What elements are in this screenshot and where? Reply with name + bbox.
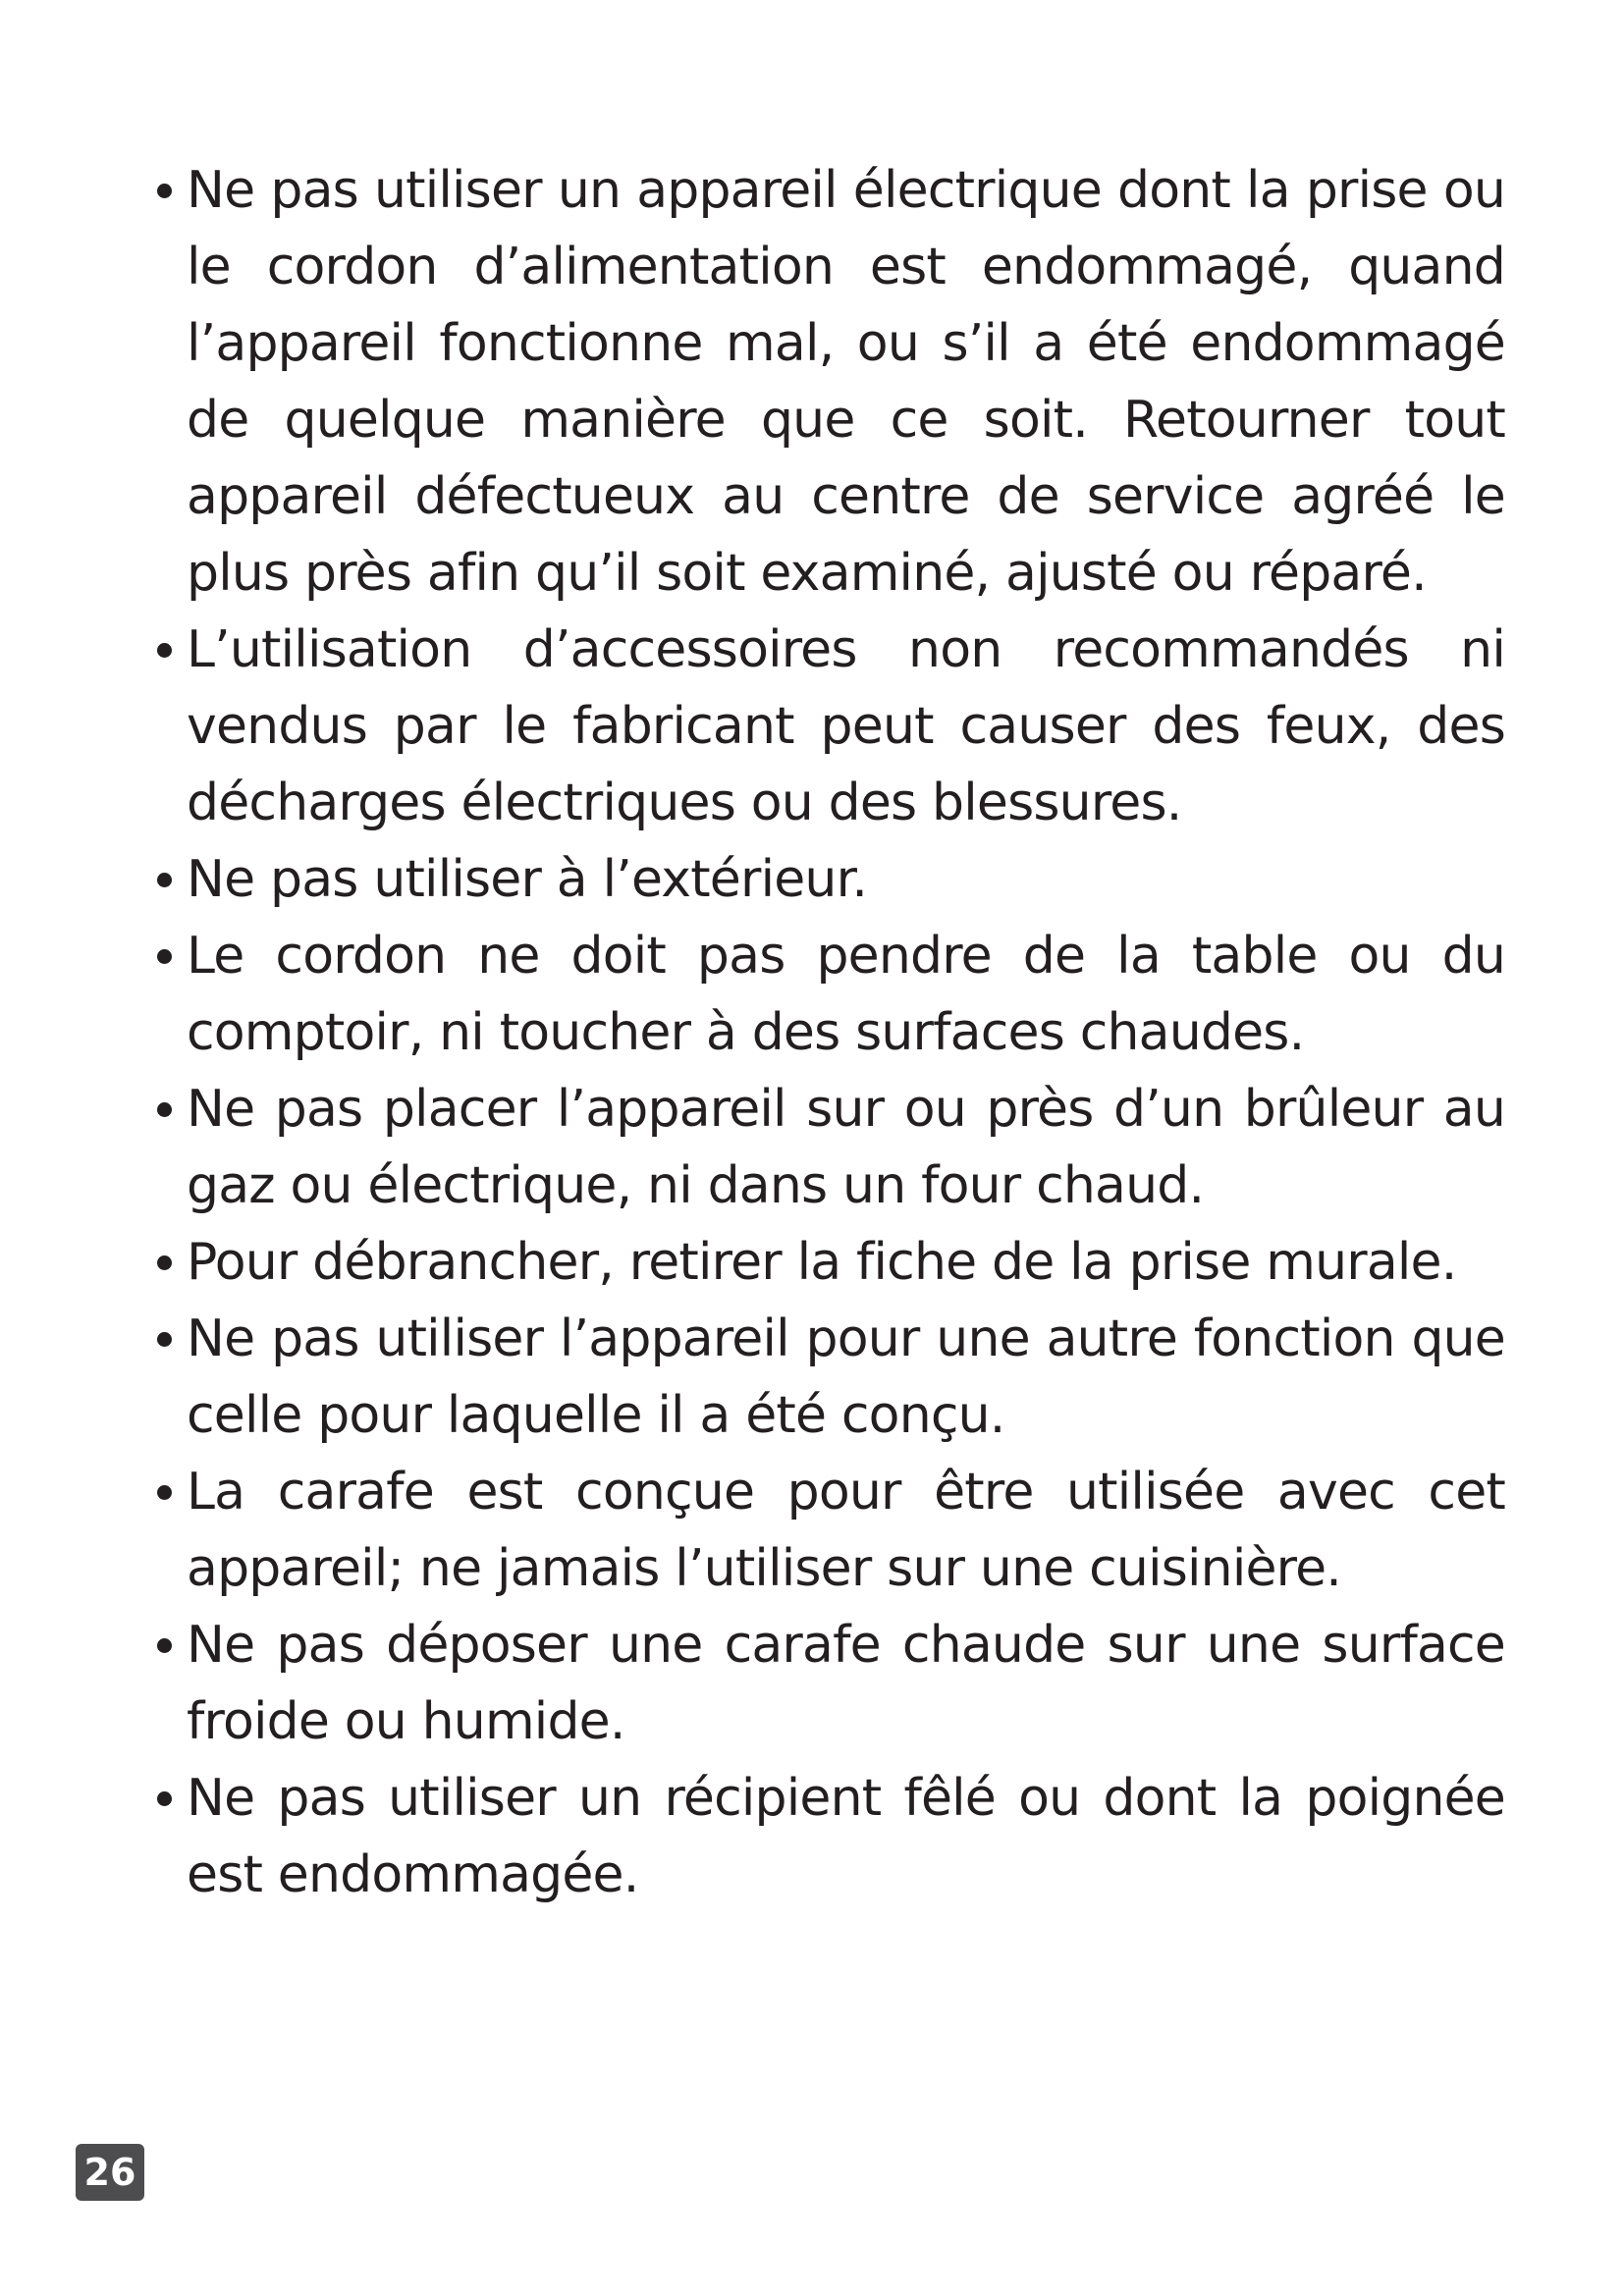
warning-item-cord [155, 918, 1505, 1071]
warning-item-hot-carafe [155, 1607, 1505, 1760]
warning-text: Ne pas utiliser un récipient fêlé ou dont la poignée est endommagée. [187, 1769, 1505, 1904]
bullet-icon [157, 873, 172, 887]
safety-warnings-list [155, 152, 1505, 1913]
bullet-icon [157, 949, 172, 964]
bullet-icon [157, 1638, 172, 1653]
warning-text: Pour débrancher, retirer la fiche de la prise murale. [187, 1233, 1457, 1292]
bullet-icon [157, 1485, 172, 1500]
bullet-icon [157, 643, 172, 658]
bullet-icon [157, 1102, 172, 1117]
warning-item-intended-use [155, 1301, 1505, 1454]
bullet-icon [157, 1332, 172, 1347]
warning-item-accessories [155, 612, 1505, 841]
warning-item-damaged-appliance [155, 152, 1505, 612]
warning-text: Ne pas déposer une carafe chaude sur une surface froide ou humide. [187, 1616, 1505, 1751]
warning-text: Ne pas utiliser à l’extérieur. [187, 850, 868, 909]
warning-text: Ne pas utiliser un appareil électrique dont la prise ou le cordon d’alimentation est endommagé, quand l’appareil fonctionne mal, ou s’il a été endommagé de quelque manière que ce soit. Retourner tout appareil défectueux au centre de service agréé le plus près afin qu’il soit examiné, ajusté ou réparé. [187, 161, 1505, 603]
bullet-icon [157, 1255, 172, 1270]
warning-item-outdoor [155, 841, 1505, 918]
warning-item-unplug [155, 1224, 1505, 1301]
warning-item-cracked-container [155, 1760, 1505, 1913]
bullet-icon [157, 1791, 172, 1806]
warning-text: Ne pas placer l’appareil sur ou près d’un brûleur au gaz ou électrique, ni dans un four chaud. [187, 1080, 1505, 1215]
warning-item-burner [155, 1071, 1505, 1224]
warning-text: L’utilisation d’accessoires non recommandés ni vendus par le fabricant peut causer des feux, des décharges électriques ou des blessures. [187, 620, 1505, 832]
warning-text: Ne pas utiliser l’appareil pour une autre fonction que celle pour laquelle il a été conçu. [187, 1309, 1505, 1445]
warning-text: La carafe est conçue pour être utilisée avec cet appareil; ne jamais l’utiliser sur une cuisinière. [187, 1463, 1505, 1598]
page-number: 26 [76, 2144, 144, 2201]
warning-text: Le cordon ne doit pas pendre de la table ou du comptoir, ni toucher à des surfaces chaudes. [187, 927, 1505, 1062]
bullet-icon [157, 184, 172, 198]
warning-item-carafe-stove [155, 1454, 1505, 1607]
